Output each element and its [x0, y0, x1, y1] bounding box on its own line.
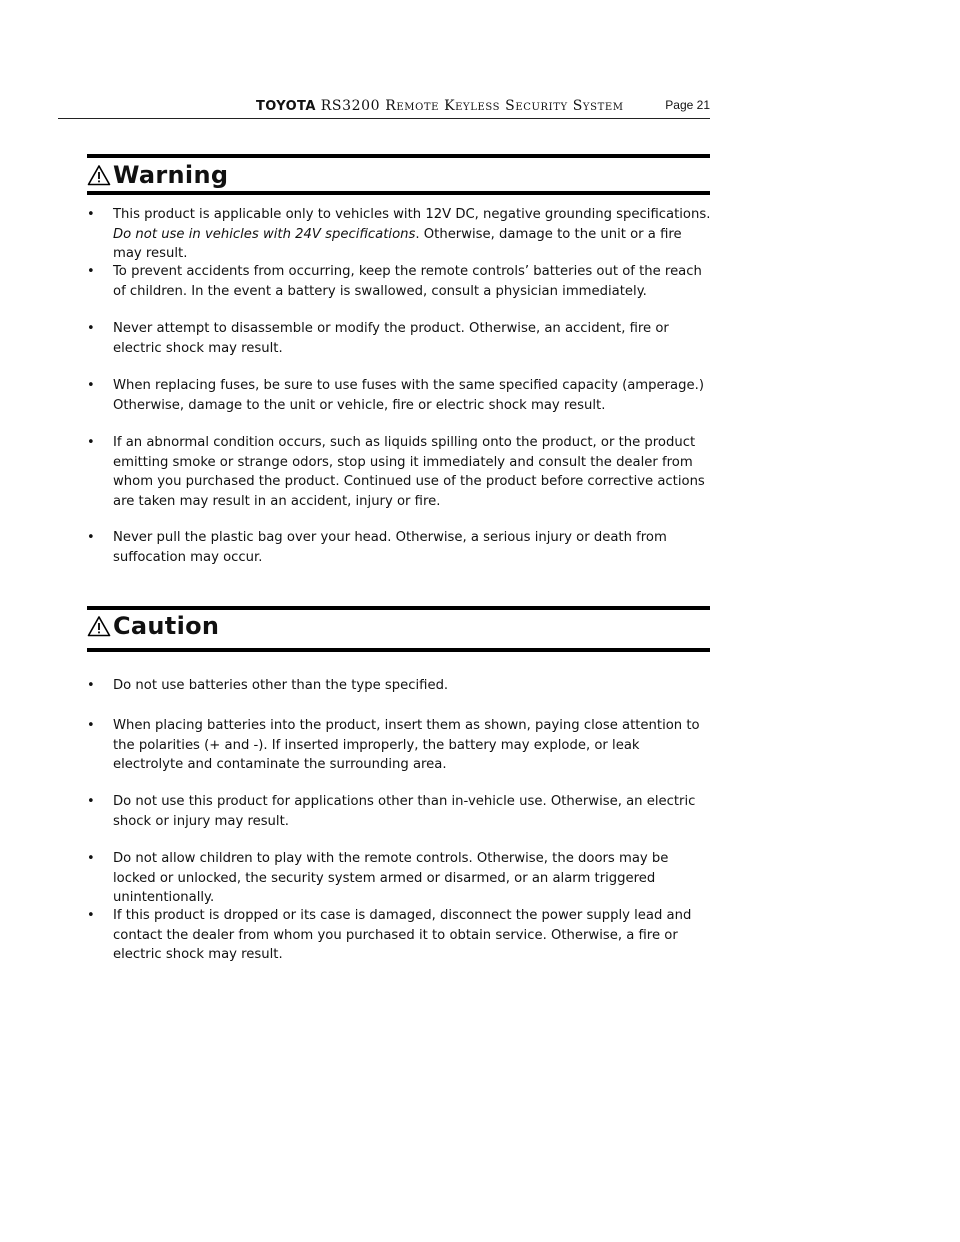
warning-item-4-text: When replacing fuses, be sure to use fuses with the same specified capacity (amperage.) Otherwise, damage to the unit or vehicle, fire or electric shock may result. — [113, 378, 704, 413]
warning-item-3-text: Never attempt to disassemble or modify the product. Otherwise, an accident, fire or electric shock may result. — [113, 321, 669, 356]
bullet: • — [87, 851, 95, 866]
warning-top-rule — [87, 154, 710, 158]
bullet: • — [87, 207, 95, 222]
header-rule — [58, 118, 710, 119]
warning-heading — [87, 154, 710, 200]
caution-item-5-text: If this product is dropped or its case is damaged, disconnect the power supply lead and contact the dealer from whom you purchased it to obtain service. Otherwise, a fire or electric shock may result. — [113, 908, 692, 962]
caution-item-4-text: Do not allow children to play with the remote controls. Otherwise, the doors may be locked or unlocked, the security system armed or disarmed, or an alarm triggered unintentionally. — [113, 851, 669, 905]
bullet: • — [87, 264, 95, 279]
caution-item-2-text: When placing batteries into the product, insert them as shown, paying close attention to the polarities (+ and -). If inserted improperly, the battery may explode, or leak electrolyte and contaminate the surrounding area. — [113, 718, 700, 772]
caution-top-rule — [87, 606, 710, 610]
caution-item-3-text: Do not use this product for applications other than in-vehicle use. Otherwise, an electric shock or injury may result. — [113, 794, 696, 829]
caution-title-row — [87, 612, 219, 640]
bullet: • — [87, 794, 95, 809]
warning-triangle-icon — [87, 164, 111, 186]
warning-item-1-text: This product is applicable only to vehicles with 12V DC, negative grounding specifications. Do not use in vehicles with 24V specifications. Otherwise, damage to the unit or a fire may result. — [113, 207, 711, 261]
warning-title: Warning — [113, 161, 229, 189]
warning-item-2-text: To prevent accidents from occurring, keep the remote controls’ batteries out of the reach of children. In the event a battery is swallowed, consult a physician immediately. — [113, 264, 702, 299]
warning-item-6-text: Never pull the plastic bag over your head. Otherwise, a serious injury or death from suffocation may occur. — [113, 530, 667, 565]
bullet: • — [87, 378, 95, 393]
caution-list — [87, 676, 707, 976]
caution-bottom-rule — [87, 648, 710, 652]
header-title — [256, 98, 624, 114]
bullet: • — [87, 321, 95, 336]
caution-heading — [87, 606, 710, 654]
bullet: • — [87, 435, 95, 450]
bullet: • — [87, 530, 95, 545]
bullet: • — [87, 718, 95, 733]
caution-item-1-text: Do not use batteries other than the type specified. — [113, 678, 449, 693]
page-header — [58, 98, 710, 120]
header-title-text: RS3200 Remote Keyless Security System — [320, 98, 624, 114]
warning-triangle-icon — [87, 615, 111, 637]
warning-list — [87, 205, 711, 585]
bullet: • — [87, 678, 95, 693]
caution-title: Caution — [113, 612, 220, 640]
warning-title-row — [87, 161, 228, 189]
warning-bottom-rule — [87, 191, 710, 195]
page-number: Page 21 — [665, 98, 710, 112]
header-brand: TOYOTA — [256, 99, 316, 114]
warning-item-5-text: If an abnormal condition occurs, such as liquids spilling onto the product, or the product emitting smoke or strange odors, stop using it immediately and consult the dealer from whom you purchased the product. Continued use of the product before corrective actions are taken may result in an accident, injury or fire. — [113, 435, 705, 509]
bullet: • — [87, 908, 95, 923]
